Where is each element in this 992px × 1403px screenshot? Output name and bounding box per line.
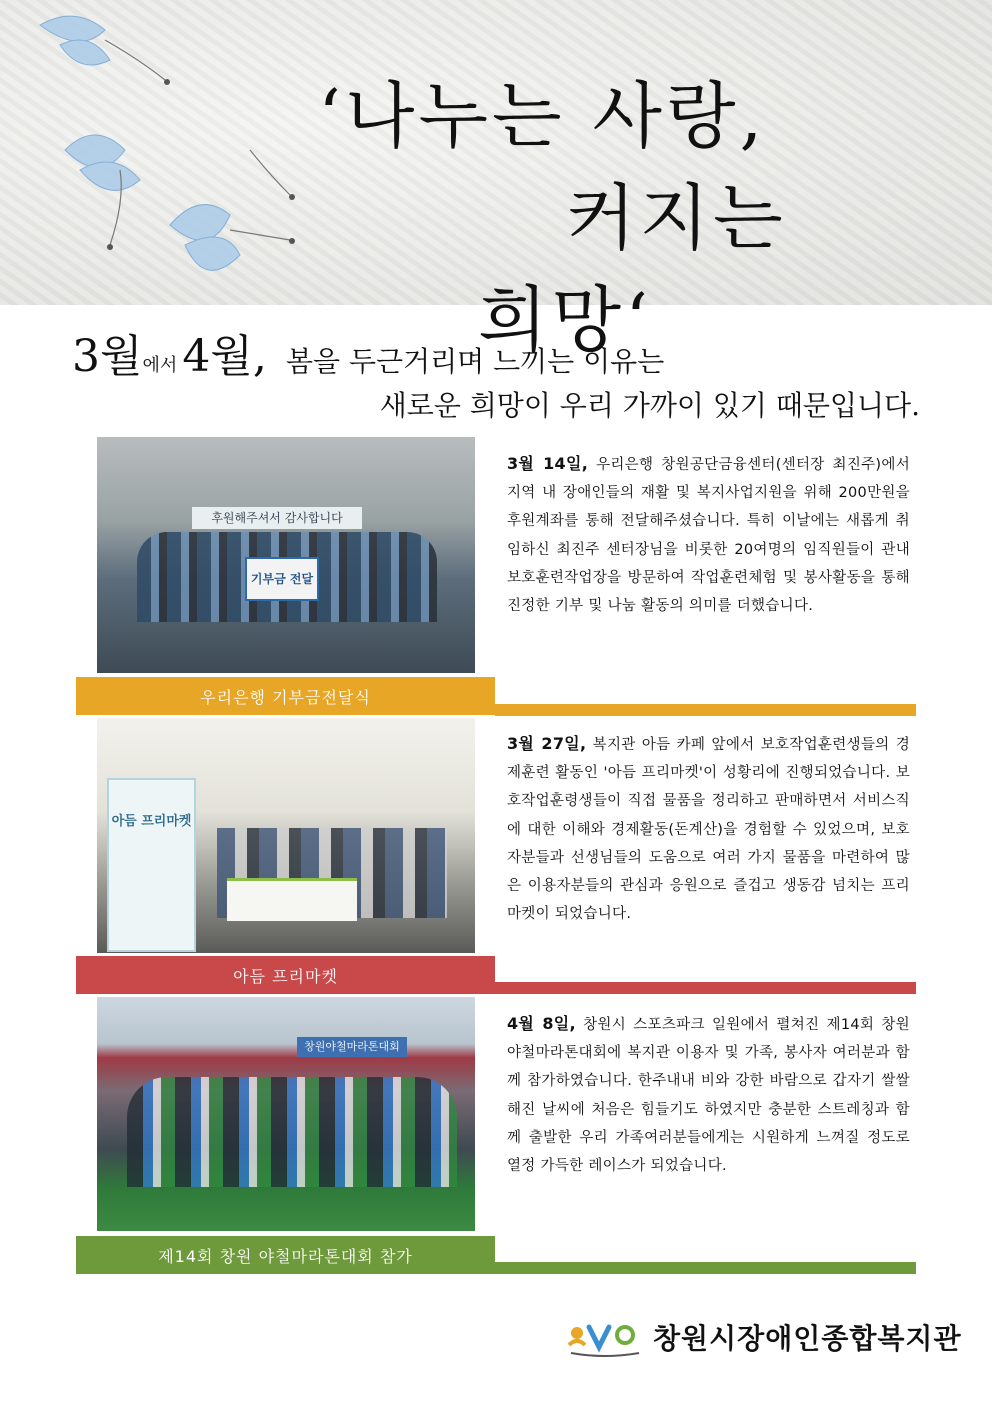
article-1-text [507, 450, 910, 620]
rule-article-3 [495, 1262, 916, 1274]
org-logo [565, 1315, 962, 1359]
article-2-body: 복지관 아듬 카페 앞에서 보호작업훈련생들의 경제훈련 활동인 '아듬 프리마켓'이 성황리에 진행되었습니다. 보호작업훈령생들이 직접 물품을 정리하고 판매하면서 서비스직에 대한 이해와 경제활동(돈계산)을 경험할 수 있었으며, 보호자분들과 선생님들의 도움으로 여러 가지 물품을 마련하여 많은 이용자분들의 관심과 응원으로 즐겁고 생동감 넘치는 프리마켓이 되었습니다. [507, 737, 911, 923]
dandelion-illustration [20, 0, 320, 300]
month-to: 4월, [182, 331, 267, 382]
title-line-1: ‘나누는 사랑, [318, 74, 767, 158]
rule-article-2 [495, 982, 916, 994]
caption-article-3: 제14회 창원 야철마라톤대회 참가 [76, 1236, 495, 1274]
rule-article-1 [495, 704, 916, 716]
article-3-date: 4월 8일, [507, 1014, 576, 1033]
article-2-date: 3월 27일, [507, 734, 587, 753]
connector: 에서 [142, 355, 178, 376]
subtitle-line-1 [72, 320, 664, 384]
photo2-standee [107, 778, 196, 952]
photo-marathon [97, 997, 475, 1231]
subtitle-line-2: 새로운 희망이 우리 가까이 있기 때문입니다. [379, 389, 920, 422]
org-name: 창원시장애인종합복지관 [653, 1322, 962, 1355]
photo3-banner: 창원야철마라톤대회 [297, 1037, 407, 1057]
title-line-3: 희망‘ [478, 278, 652, 362]
photo2-standee-text: 아듬 프리마켓 [111, 814, 192, 829]
photo1-banner: 후원해주셔서 감사합니다 [192, 507, 362, 529]
photo3-people [127, 1077, 457, 1187]
caption-article-1: 우리은행 기부금전달식 [76, 677, 495, 715]
title-line-2: 커지는 [566, 176, 787, 260]
photo2-table [227, 878, 357, 921]
article-3-body: 창원시 스포츠파크 일원에서 펼쳐진 제14회 창원 야철마라톤대회에 복지관 이용자 및 가족, 봉사자 여러분과 함께 참가하였습니다. 한주내내 비와 강한 바람으로 갑자기 쌀쌀해진 날씨에 처음은 힘들기도 하였지만 충분한 스트레칭과 함께 출발한 우리 가족여러분들에게는 시원하게 느껴질 정도로 열정 가득한 레이스가 되었습니다. [507, 1017, 910, 1175]
org-logo-icon [565, 1315, 645, 1359]
caption-article-2: 아듬 프리마켓 [76, 956, 495, 994]
article-3-text [507, 1010, 910, 1180]
photo1-sign: 기부금 전달 [245, 557, 319, 601]
subtitle-line-1-rest: 봄을 두근거리며 느끼는 이유는 [285, 345, 665, 378]
article-1-body: 우리은행 창원공단금융센터(센터장 최진주)에서 지역 내 장애인들의 재활 및 복지사업지원을 위해 200만원을 후원계좌를 통해 전달해주셨습니다. 특히 이날에는 새롭게 취임하신 최진주 센터장님을 비롯한 20여명의 임직원들이 관내 보호훈련작업장을 방문하여 작업훈련체험 및 봉사활동을 통해 진정한 기부 및 나눔 활동의 의미를 더했습니다. [507, 457, 911, 615]
month-from: 3월 [72, 331, 143, 382]
article-2-text [507, 730, 910, 928]
photo-donation-ceremony [97, 437, 475, 673]
photo-flea-market [97, 718, 475, 953]
article-1-date: 3월 14일, [507, 454, 589, 473]
